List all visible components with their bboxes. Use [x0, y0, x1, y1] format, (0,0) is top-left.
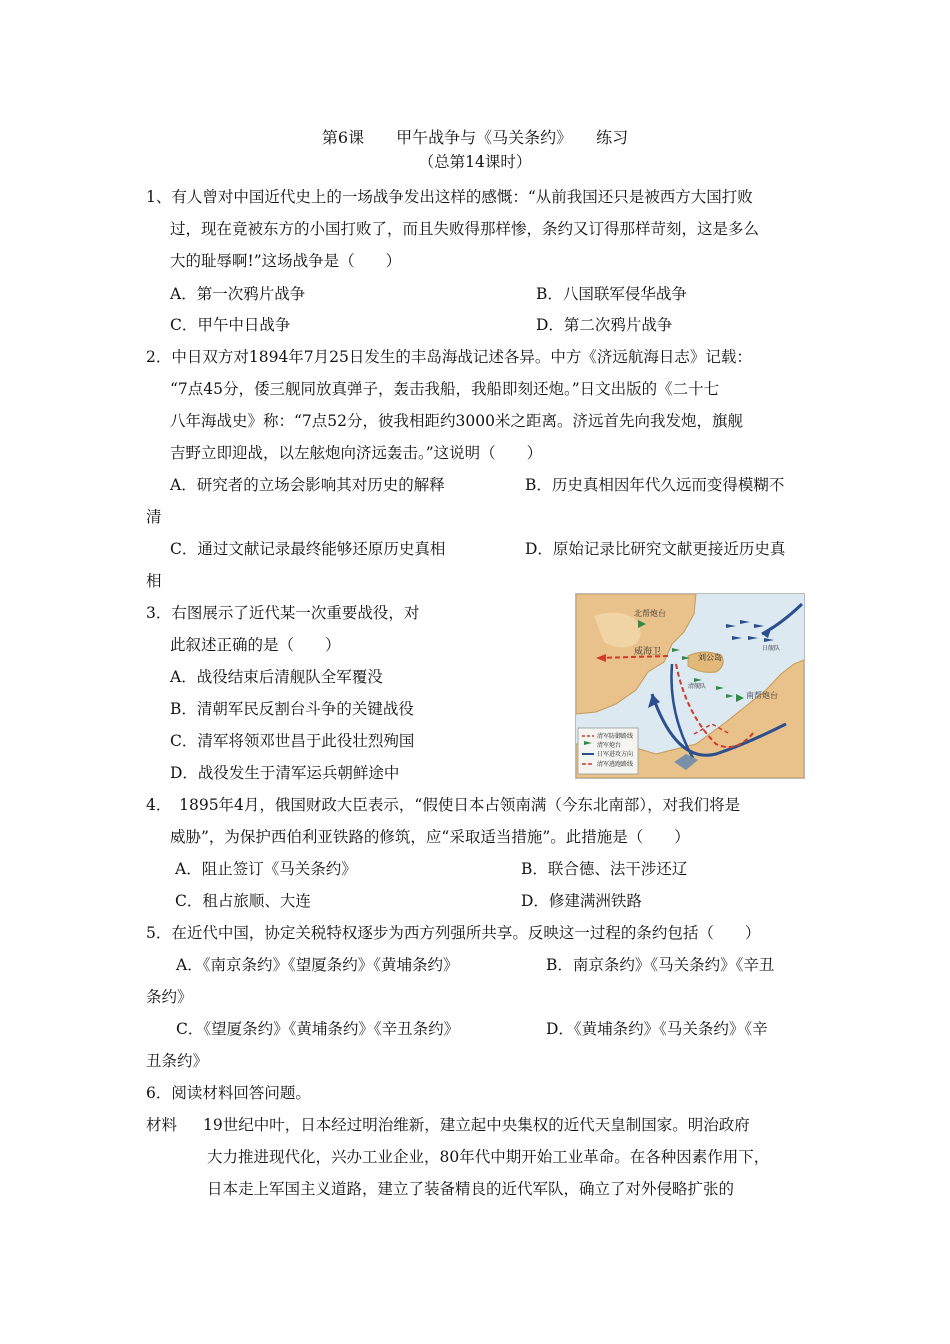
q4-option-a: A．阻止签订《马关条约》	[175, 860, 357, 878]
arrowhead-icon	[648, 694, 660, 708]
q5-stem: 5．在近代中国，协定关税特权逐步为西方列强所共享。反映这一过程的条约包括（ ）	[146, 924, 761, 942]
weihaiwei-battle-map	[575, 593, 805, 779]
label-weihaiwei: 威海卫	[634, 647, 662, 657]
q2-option-d-wrap: 相	[146, 572, 162, 590]
q2-option-b: B．历史真相因年代久远而变得模糊不	[525, 476, 785, 494]
q5-option-a: A．《南京条约》《望厦条约》《黄埔条约》	[176, 956, 459, 974]
q2-stem-line-1: 2．中日双方对1894年7月25日发生的丰岛海战记述各异。中方《济远航海日志》记载：	[146, 348, 752, 366]
q5-option-b-wrap: 条约》	[146, 988, 193, 1006]
q1-stem-line-2: 过，现在竟被东方的小国打败了，而且失败得那样惨，条约又订得那样苛刻，这是多么	[170, 220, 760, 238]
q4-option-d: D．修建满洲铁路	[521, 892, 642, 910]
q6-material-line-2: 大力推进现代化，兴办工业企业，80年代中期开始工业革命。在各种因素作用下，	[207, 1148, 770, 1166]
q4-option-b: B．联合德、法干涉还辽	[521, 860, 688, 878]
q2-option-a: A．研究者的立场会影响其对历史的解释	[170, 476, 445, 494]
q5-option-b: B．南京条约》《马关条约》《辛丑	[546, 956, 775, 974]
legend-item-4: 清军逃跑路线	[597, 761, 634, 768]
q3-stem-line-2: 此叙述正确的是（ ）	[170, 636, 341, 654]
label-liugong-island: 刘公岛	[698, 653, 722, 662]
q1-option-c: C．甲午中日战争	[170, 316, 291, 334]
q6-stem: 6．阅读材料回答问题。	[146, 1084, 311, 1102]
q3-option-b: B．清朝军民反割台斗争的关键战役	[170, 700, 414, 718]
legend-item-3: 日军进攻方向	[597, 751, 634, 758]
q2-stem-line-4: 吉野立即迎战，以左舷炮向济远轰击。”这说明（ ）	[170, 444, 543, 462]
q6-material-line-1: 19世纪中叶，日本经过明治维新，建立起中央集权的近代天皇制国家。明治政府	[203, 1116, 750, 1134]
q6-material-label: 材料	[146, 1116, 178, 1134]
q5-option-d: D．《黄埔条约》《马关条约》《辛	[546, 1020, 768, 1038]
label-japanese-fleet: 日舰队	[762, 645, 781, 652]
legend-item-2: 清军炮台	[597, 742, 622, 749]
legend-item-1: 清军防御路线	[597, 733, 634, 740]
label-south-fort: 南帮炮台	[746, 691, 778, 700]
q4-stem-line-1: 4． 1895年4月，俄国财政大臣表示，“假使日本占领南满（今东北南部），对我们将是	[146, 796, 741, 814]
q4-stem-line-2: 威胁”，为保护西伯利亚铁路的修筑，应“采取适当措施”。此措施是（ ）	[170, 828, 690, 846]
south-fort-icon	[736, 694, 744, 702]
q3-option-d: D．战役发生于清军运兵朝鲜途中	[170, 764, 400, 782]
q5-option-d-wrap: 丑条约》	[146, 1052, 209, 1070]
battle-map-drawing	[576, 594, 804, 778]
q1-option-b: B．八国联军侵华战争	[536, 285, 687, 303]
label-north-fort: 北帮炮台	[634, 609, 666, 618]
q2-stem-line-2: “7点45分，倭三舰同放真弹子，轰击我船，我船即刻还炮。”日文出版的《二十七	[170, 380, 720, 398]
q3-stem-line-1: 3．右图展示了近代某一次重要战役，对	[146, 604, 420, 622]
q2-option-c: C．通过文献记录最终能够还原历史真相	[170, 540, 446, 558]
q1-stem-line-3: 大的耻辱啊!”这场战争是（ ）	[170, 252, 402, 270]
q1-stem-line-1: 1、有人曾对中国近代史上的一场战争发出这样的感慨：“从前我国还只是被西方大国打败	[146, 188, 753, 206]
lesson-subtitle: （总第14课时）	[418, 153, 532, 171]
label-qing-fleet: 清舰队	[688, 683, 707, 690]
q2-option-d: D．原始记录比研究文献更接近历史真	[525, 540, 786, 558]
q6-material-line-3: 日本走上军国主义道路，建立了装备精良的近代军队，确立了对外侵略扩张的	[207, 1180, 735, 1198]
q5-option-c: C．《望厦条约》《黄埔条约》《辛丑条约》	[176, 1020, 460, 1038]
q1-option-d: D．第二次鸦片战争	[536, 316, 673, 334]
q2-stem-line-3: 八年海战史》称：“7点52分，彼我相距约3000米之距离。济远首先向我发炮，旗舰	[170, 412, 743, 430]
q2-option-b-wrap: 清	[146, 508, 162, 526]
lesson-title: 第6课 甲午战争与《马关条约》 练习	[321, 128, 629, 147]
q3-option-c: C．清军将领邓世昌于此役壮烈殉国	[170, 732, 415, 750]
q1-option-a: A．第一次鸦片战争	[170, 285, 306, 303]
q4-option-c: C．租占旅顺、大连	[175, 892, 311, 910]
q3-option-a: A．战役结束后清舰队全军覆没	[170, 668, 383, 686]
